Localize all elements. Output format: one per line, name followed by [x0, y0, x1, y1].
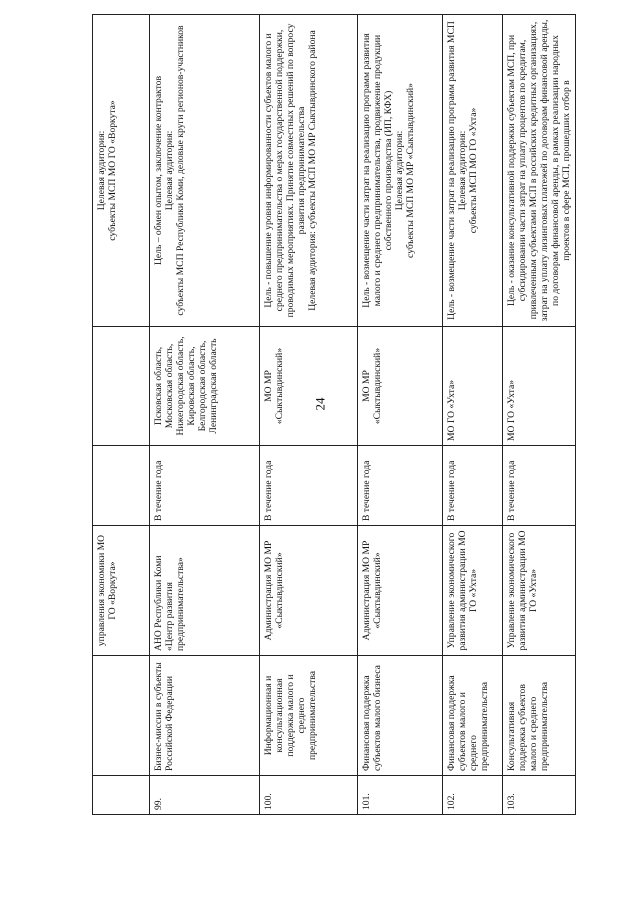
goal-line: субъекты МСП МО ГО «Ухта» [468, 107, 480, 234]
table-row [358, 15, 443, 815]
goal-line: Целевая аудитория: [457, 130, 469, 211]
goal-line: субъекты МСП Республики Коми, деловые круги регионов-участников [175, 25, 187, 316]
row-number-cell: 100. [260, 776, 358, 815]
period-cell [93, 446, 150, 526]
event-cell [93, 656, 150, 776]
row-number-cell: 102. [443, 776, 503, 815]
executor-cell: Управление экономического развития администрации МО ГО «Ухта» [443, 526, 503, 656]
table-row [150, 15, 260, 815]
table-row [443, 15, 503, 815]
goal-line: субъекты МСП МО МР «Сыктывдинский» [405, 83, 417, 258]
row-number-cell: 103. [503, 776, 576, 815]
event-cell: Консультативная поддержка субъектов малого и среднего предпринимательства [503, 656, 576, 776]
goal-line: Целевая аудитория: [394, 130, 406, 211]
goal-line: Целевая аудитория: [96, 130, 107, 211]
period-cell: В течение года [503, 446, 576, 526]
executor-cell: Управление экономического развития администрации МО ГО «Ухта» [503, 526, 576, 656]
executor-cell: Администрация МО МР «Сыктывдинский» [358, 526, 443, 656]
goal-line: Цель - возмещение части затрат на реализацию программ развития МСП [446, 21, 457, 320]
events-table-grid [92, 14, 576, 815]
goal-cell [443, 15, 503, 327]
period-cell: В течение года [260, 446, 358, 526]
goal-line: Целевая аудитория: субъекты МСП МО МР Сыктывдинского района [307, 30, 319, 311]
event-cell: Финансовая поддержка субъектов малого бизнеса [358, 656, 443, 776]
goal-line: Цель - повышение уровня информированности субъектов малого и среднего предпринимательства о мерах государственной поддержки, проводимых мероприятиях. Принятие совместных решений по вопросу развития предпринимательства [263, 23, 308, 318]
page-number-text: 24 [312, 397, 327, 411]
goal-line: субъекты МСП МО ГО «Воркута» [107, 100, 119, 241]
period-cell: В течение года [150, 446, 260, 526]
goal-cell [358, 15, 443, 327]
territory-cell: МО МР «Сыктывдинский» [358, 327, 443, 446]
event-cell: Бизнес-миссии в субъекты Российской Федерации [150, 656, 260, 776]
event-cell: Информационная и консультационная поддержка малого и среднего предпринимательства [260, 656, 358, 776]
goal-cell [503, 15, 576, 327]
executor-cell: управления экономики МО ГО «Воркута» [93, 526, 150, 656]
goal-cell [260, 15, 358, 327]
territory-cell: МО ГО «Ухта» [443, 327, 503, 446]
table-row [260, 15, 358, 815]
territory-cell [93, 327, 150, 446]
goal-line: Цель - возмещение части затрат на реализацию программ развития малого и среднего предпринимательства, продвижение продукции собственного производства (ИП, КФХ) [361, 33, 395, 308]
events-table [92, 15, 573, 815]
goal-cell [93, 15, 150, 327]
table-row [93, 15, 150, 815]
row-number-cell [93, 776, 150, 815]
territory-cell: МО МР «Сыктывдинский» [260, 327, 358, 446]
executor-cell: Администрация МО МР «Сыктывдинский» [260, 526, 358, 656]
row-number-cell: 99. [150, 776, 260, 815]
table-row [503, 15, 576, 815]
goal-line: Цель – обмен опытом, заключение контрактов [153, 75, 164, 266]
territory-cell: Псковская область, Московская область, Нижегородская область, Кировская область, Белгородская область, Ленинградская область [150, 327, 260, 446]
period-cell: В течение года [358, 446, 443, 526]
executor-cell: АНО Республики Коми «Центр развития предпринимательства» [150, 526, 260, 656]
goal-line: Цель - оказание консультативной поддержки субъектам МСП, при субсидировании части затрат на уплату процентов по кредитам, привлеченным субъектами МСП в российских кредитных организациях, затрат на уплату лизинговых платежей по договорам финансовой аренды, по договорам финансовой аренды, в рамках реализации народных проектов в сфере МСП, прошедших отбор в [506, 19, 573, 322]
territory-cell: МО ГО «Ухта» [503, 327, 576, 446]
row-number-cell: 101. [358, 776, 443, 815]
goal-cell [150, 15, 260, 327]
event-cell: Финансовая поддержка субъектов малого и среднего предпринимательства [443, 656, 503, 776]
period-cell: В течение года [443, 446, 503, 526]
goal-line: Целевая аудитория: [164, 130, 176, 211]
